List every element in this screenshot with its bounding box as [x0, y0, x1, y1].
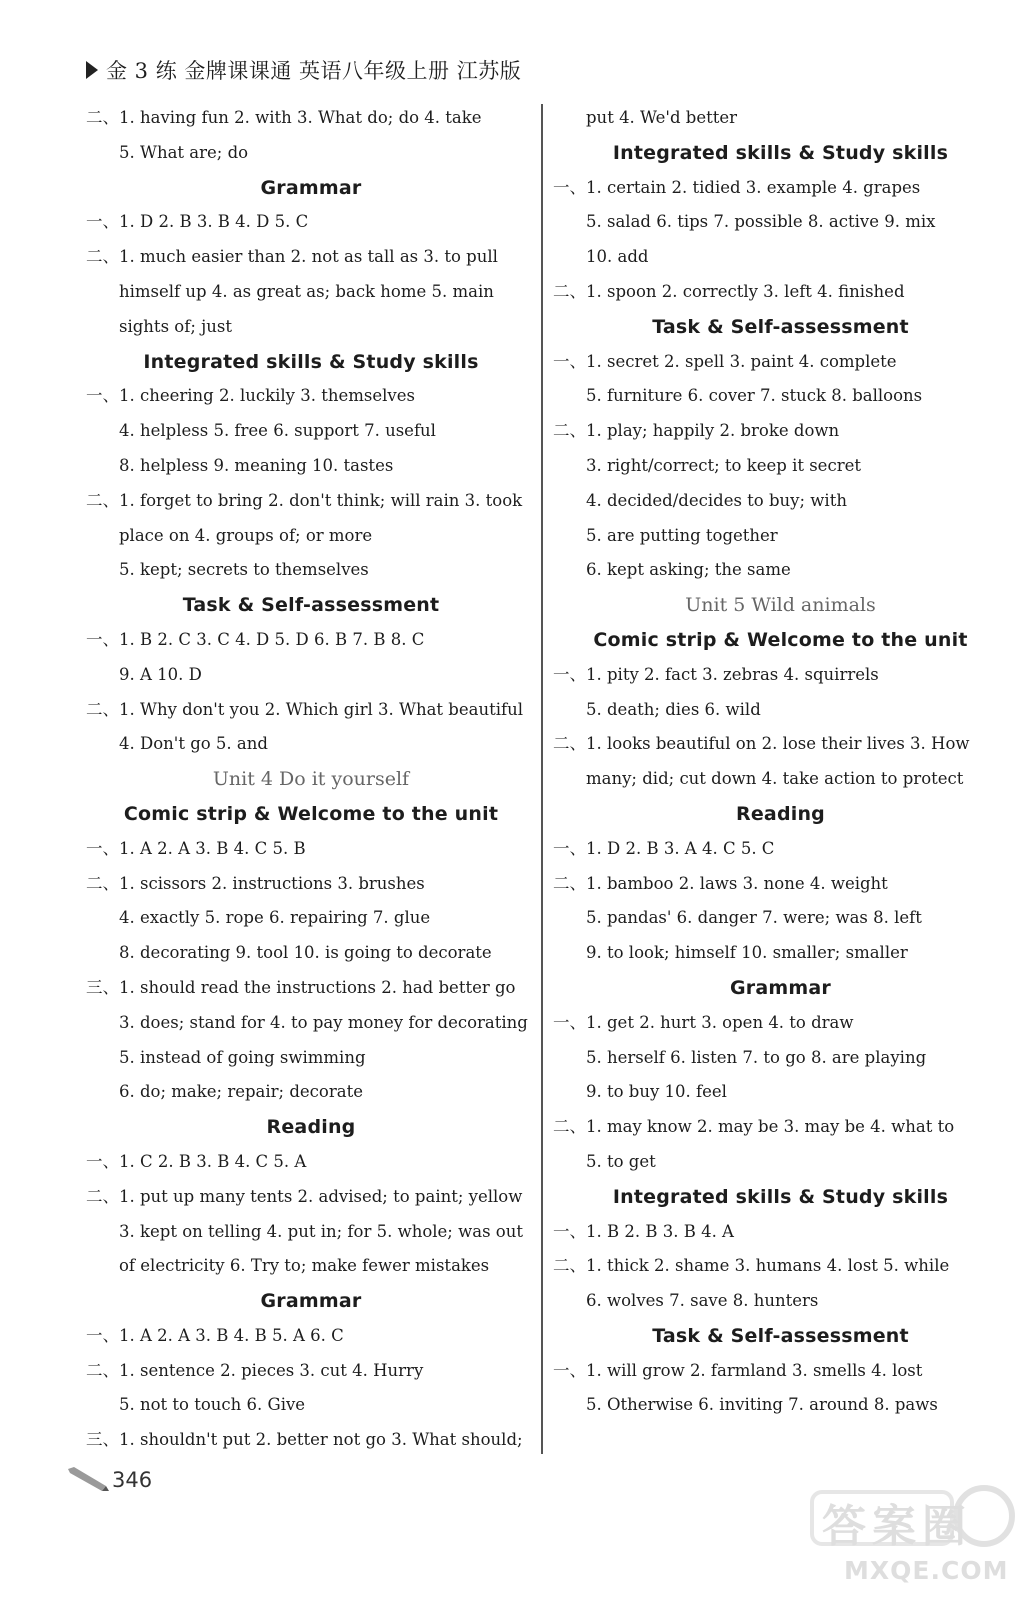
answer-line-continued: 5. herself 6. listen 7. to go 8. are playing [586, 1047, 927, 1067]
answer-line-continued: 5. salad 6. tips 7. possible 8. active 9. mix [586, 212, 936, 232]
answer-text: 1. put up many tents 2. advised; to paint; yellow [119, 1186, 523, 1206]
answer-text: 1. looks beautiful on 2. lose their lives 3. How [586, 734, 970, 754]
answer-line-continued: 5. What are; do [119, 142, 249, 162]
section-heading: Integrated skills & Study skills [612, 141, 949, 164]
answer-text: 1. secret 2. spell 3. paint 4. complete [586, 351, 897, 371]
section-heading: Integrated skills & Study skills [612, 1185, 949, 1208]
exercise-marker: 二、 [553, 1117, 586, 1137]
answer-line [86, 623, 536, 658]
answer-text: 1. may know 2. may be 3. may be 4. what to [586, 1117, 955, 1137]
answer-line-continued: 5. not to touch 6. Give [119, 1395, 306, 1415]
answer-line-continued: 5. furniture 6. cover 7. stuck 8. balloons [586, 386, 923, 406]
answer-line [553, 1354, 1008, 1389]
page-footer [66, 1466, 152, 1492]
answer-line-continued: 3. does; stand for 4. to pay money for decorating [119, 1012, 528, 1032]
answer-line [86, 693, 536, 728]
exercise-marker: 一、 [553, 664, 586, 684]
answer-line [553, 275, 1008, 310]
answer-line-continued: 5. death; dies 6. wild [586, 699, 761, 719]
column-divider [541, 104, 543, 1454]
answer-line-continued: 5. kept; secrets to themselves [119, 560, 369, 580]
answer-line [553, 171, 1008, 206]
answer-line [86, 101, 536, 136]
exercise-marker: 二、 [86, 108, 119, 127]
exercise-marker: 二、 [553, 873, 586, 893]
answer-line-continued: himself up 4. as great as; back home 5. main [119, 281, 494, 301]
answer-line [86, 1423, 536, 1458]
answer-text: 1. should read the instructions 2. had better go [119, 977, 516, 997]
exercise-marker: 二、 [86, 247, 119, 267]
section-heading: Task & Self-assessment [182, 594, 440, 617]
answer-line-continued: 6. wolves 7. save 8. hunters [586, 1291, 819, 1311]
header-title: 金 3 练 金牌课课通 英语八年级上册 江苏版 [106, 59, 522, 83]
answer-line-continued: of electricity 6. Try to; make fewer mistakes [119, 1256, 490, 1276]
exercise-marker: 二、 [553, 1256, 586, 1276]
section-heading: Integrated skills & Study skills [143, 350, 479, 373]
answer-line-continued: place on 4. groups of; or more [119, 525, 373, 545]
answer-line [553, 345, 1008, 380]
answer-line [86, 1319, 536, 1354]
answer-text: 1. A 2. A 3. B 4. B 5. A 6. C [119, 1325, 344, 1345]
answer-line [553, 658, 1008, 693]
answer-line-continued: 5. Otherwise 6. inviting 7. around 8. paws [586, 1395, 938, 1415]
watermark-logo [808, 1478, 1018, 1592]
answer-line-continued: 4. exactly 5. rope 6. repairing 7. glue [119, 908, 431, 928]
answer-text: 1. B 2. B 3. B 4. A [586, 1221, 734, 1241]
answer-line [86, 867, 536, 902]
page-number: 346 [112, 1468, 153, 1492]
unit-title: Unit 4 Do it yourself [212, 768, 410, 791]
answer-text: 1. scissors 2. instructions 3. brushes [119, 873, 425, 893]
answer-line-continued: 4. helpless 5. free 6. support 7. useful [119, 421, 436, 441]
answer-line [86, 971, 536, 1006]
answer-line-continued: 9. to look; himself 10. smaller; smaller [586, 943, 908, 963]
answer-text: 1. bamboo 2. laws 3. none 4. weight [586, 873, 888, 893]
exercise-marker: 一、 [86, 629, 119, 649]
answer-line-continued: 4. Don't go 5. and [119, 734, 268, 754]
answer-line-continued: 5. to get [586, 1151, 656, 1171]
answer-line-continued: sights of; just [119, 316, 232, 336]
watermark-logo-text: 答案圈 [822, 1501, 972, 1552]
answer-text: 1. B 2. C 3. C 4. D 5. D 6. B 7. B 8. C [119, 629, 425, 649]
answer-line [553, 1110, 1008, 1145]
section-heading: Reading [266, 1116, 356, 1139]
answer-line-continued: 4. decided/decides to buy; with [586, 490, 847, 510]
answer-line [86, 240, 536, 275]
answer-text: 1. having fun 2. with 3. What do; do 4. take [119, 108, 482, 127]
exercise-marker: 一、 [86, 212, 119, 232]
answer-line [86, 379, 536, 414]
exercise-marker: 一、 [86, 1151, 119, 1171]
answer-line [553, 727, 1008, 762]
answer-text: 1. Why don't you 2. Which girl 3. What beautiful [119, 699, 524, 719]
answer-text: 1. certain 2. tidied 3. example 4. grapes [586, 177, 921, 197]
answer-text: 1. thick 2. shame 3. humans 4. lost 5. while [586, 1256, 950, 1276]
answer-line [86, 832, 536, 867]
answer-line [553, 867, 1008, 902]
section-heading: Grammar [260, 176, 362, 199]
answer-text: 1. sentence 2. pieces 3. cut 4. Hurry [119, 1360, 424, 1380]
answer-line [553, 832, 1008, 867]
answer-text: 1. A 2. A 3. B 4. C 5. B [119, 838, 306, 858]
play-triangle-icon [86, 61, 98, 79]
answer-line-continued: 3. kept on telling 4. put in; for 5. whole; was out [119, 1221, 523, 1241]
answer-text: 1. pity 2. fact 3. zebras 4. squirrels [586, 664, 879, 684]
exercise-marker: 一、 [86, 1325, 119, 1345]
answer-line [86, 1180, 536, 1215]
answer-line-continued: 3. right/correct; to keep it secret [586, 455, 861, 475]
answer-text: 1. will grow 2. farmland 3. smells 4. lost [586, 1360, 923, 1380]
answer-line [86, 484, 536, 519]
answer-line-continued: 5. are putting together [586, 525, 778, 545]
answer-text: 1. spoon 2. correctly 3. left 4. finished [586, 281, 905, 301]
watermark-url: MXQE.COM [844, 1556, 1009, 1585]
left-answer-column [86, 101, 536, 1458]
section-heading: Task & Self-assessment [652, 315, 909, 338]
answer-line-continued: 9. A 10. D [119, 664, 202, 684]
answer-line-continued: 8. decorating 9. tool 10. is going to decorate [119, 943, 492, 963]
answer-line [553, 1249, 1008, 1284]
answer-line-continued: 6. do; make; repair; decorate [119, 1082, 363, 1102]
exercise-marker: 二、 [86, 1360, 119, 1380]
exercise-marker: 一、 [553, 1221, 586, 1241]
section-heading: Grammar [730, 976, 831, 999]
answer-text: 1. forget to bring 2. don't think; will rain 3. took [119, 490, 523, 510]
answer-text: 1. cheering 2. luckily 3. themselves [119, 386, 415, 406]
exercise-marker: 二、 [86, 490, 119, 510]
exercise-marker: 二、 [553, 281, 586, 301]
answer-text: 1. C 2. B 3. B 4. C 5. A [119, 1151, 307, 1171]
exercise-marker: 一、 [553, 838, 586, 858]
section-heading: Task & Self-assessment [652, 1324, 909, 1347]
answer-line-continued: many; did; cut down 4. take action to protect [586, 769, 964, 789]
right-answer-column [553, 101, 1008, 1423]
section-heading: Grammar [260, 1290, 362, 1313]
page-header [86, 54, 521, 86]
section-heading: Reading [736, 802, 825, 825]
answer-line-continued: 6. kept asking; the same [586, 560, 791, 580]
answer-text: 1. D 2. B 3. B 4. D 5. C [119, 212, 309, 232]
exercise-marker: 一、 [553, 1012, 586, 1032]
pen-icon [66, 1466, 110, 1492]
exercise-marker: 二、 [86, 699, 119, 719]
exercise-marker: 一、 [553, 1360, 586, 1380]
answer-text: 1. play; happily 2. broke down [586, 421, 840, 441]
answer-line-continued: 5. instead of going swimming [119, 1047, 366, 1067]
exercise-marker: 二、 [86, 873, 119, 893]
answer-line [553, 1006, 1008, 1041]
answer-line-continued: put 4. We'd better [586, 108, 738, 127]
answer-text: 1. much easier than 2. not as tall as 3. to pull [119, 247, 498, 267]
exercise-marker: 一、 [553, 351, 586, 371]
answer-line-continued: 9. to buy 10. feel [586, 1082, 727, 1102]
answer-line [86, 205, 536, 240]
exercise-marker: 一、 [86, 386, 119, 406]
exercise-marker: 一、 [86, 838, 119, 858]
exercise-marker: 二、 [553, 734, 586, 754]
unit-title: Unit 5 Wild animals [685, 594, 876, 617]
answer-line [86, 1354, 536, 1389]
section-heading: Comic strip & Welcome to the unit [123, 802, 499, 825]
exercise-marker: 二、 [553, 421, 586, 441]
answer-line-continued: 10. add [586, 247, 649, 267]
exercise-marker: 三、 [86, 1430, 119, 1450]
answer-line-continued: 5. pandas' 6. danger 7. were; was 8. left [586, 908, 922, 928]
answer-line [553, 1215, 1008, 1250]
exercise-marker: 一、 [553, 177, 586, 197]
answer-line [553, 414, 1008, 449]
exercise-marker: 二、 [86, 1186, 119, 1206]
answer-line-continued: 8. helpless 9. meaning 10. tastes [119, 455, 394, 475]
answer-text: 1. D 2. B 3. A 4. C 5. C [586, 838, 775, 858]
exercise-marker: 三、 [86, 977, 119, 997]
section-heading: Comic strip & Welcome to the unit [593, 628, 968, 651]
answer-line [86, 1145, 536, 1180]
answer-text: 1. get 2. hurt 3. open 4. to draw [586, 1012, 854, 1032]
answer-text: 1. shouldn't put 2. better not go 3. What should; [119, 1430, 523, 1450]
